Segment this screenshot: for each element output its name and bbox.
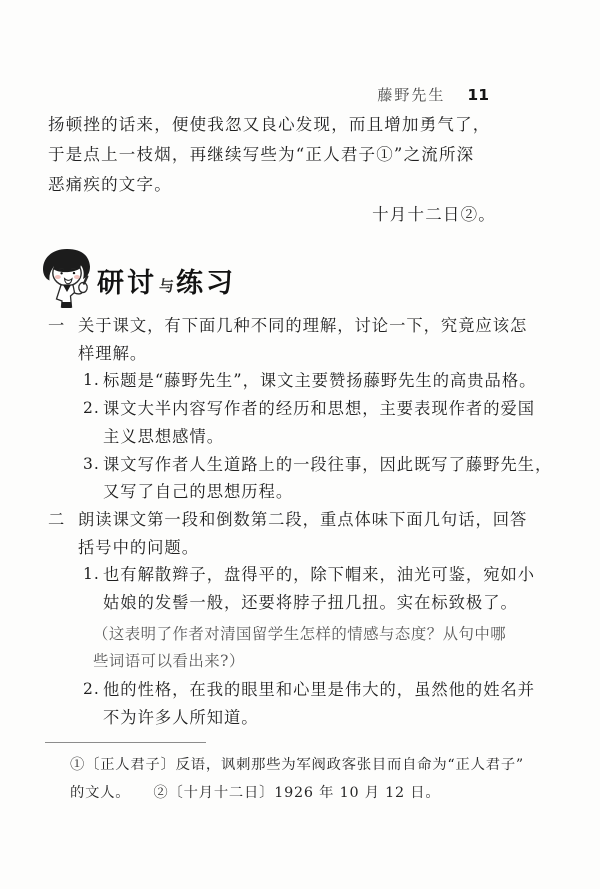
text-line: 朗读课文第一段和倒数第二段，重点体味下面几句话，回答 bbox=[78, 509, 528, 529]
running-title: 藤野先生 bbox=[377, 86, 446, 104]
exercise-text bbox=[78, 506, 564, 561]
pointing-child-icon bbox=[36, 247, 98, 315]
text-line: 标题是“藤野先生”，课文主要赞扬藤野先生的高贵品格。 bbox=[103, 371, 537, 391]
exercise-list bbox=[48, 312, 564, 732]
text-line: （这表明了作者对清国留学生怎样的情感与态度？从句中哪 bbox=[93, 624, 507, 643]
text-line: 也有解散辫子，盘得平的，除下帽来，油光可鉴，宛如小 bbox=[103, 565, 536, 585]
subitem-text bbox=[103, 367, 564, 395]
exercise-number: 二 bbox=[48, 509, 66, 529]
exercise-subitem bbox=[83, 561, 564, 676]
date-line: 十月十二日②。 bbox=[372, 205, 496, 224]
subitem-text bbox=[103, 676, 564, 731]
subitem-number: 2. bbox=[83, 680, 100, 699]
subitem-text bbox=[103, 451, 564, 506]
running-head bbox=[0, 84, 489, 105]
subitem-number: 1. bbox=[83, 565, 100, 584]
subitem-number: 3. bbox=[83, 454, 100, 473]
text-line: ①〔正人君子〕反语，讽刺那些为军阀政客张目而自命为“正人君子” bbox=[70, 757, 525, 773]
text-line: 主义思想感情。 bbox=[103, 426, 224, 446]
subitem-text bbox=[93, 561, 564, 676]
text-line: 他的性格，在我的眼里和心里是伟大的，虽然他的姓名并 bbox=[103, 680, 536, 700]
exercise-subitem bbox=[83, 367, 564, 395]
text-line: 课文大半内容写作者的经历和思想，主要表现作者的爱国 bbox=[103, 399, 536, 419]
exercise-subitem bbox=[83, 451, 564, 506]
footnotes bbox=[70, 752, 560, 807]
text-line: 些词语可以看出来?） bbox=[93, 652, 245, 671]
text-line: 样理解。 bbox=[78, 343, 148, 363]
text-line: 又写了自己的思想历程。 bbox=[103, 482, 294, 502]
exercise-number: 一 bbox=[48, 316, 66, 335]
exercise-item bbox=[48, 506, 564, 561]
footnote-divider bbox=[45, 742, 206, 743]
text-line: 关于课文，有下面几种不同的理解，讨论一下，究竟应该怎 bbox=[78, 316, 528, 335]
exercise-text bbox=[78, 312, 564, 367]
section-title-main: 研讨 bbox=[97, 268, 157, 299]
bracket-question bbox=[93, 621, 564, 676]
section-title-tail: 练习 bbox=[176, 268, 237, 299]
text-line: 不为许多人所知道。 bbox=[103, 707, 259, 727]
exercise-subitem bbox=[83, 395, 564, 450]
lesson-text-paragraph bbox=[48, 110, 562, 200]
subitem-number: 2. bbox=[83, 399, 100, 418]
exercise-item bbox=[48, 312, 564, 367]
text-line: 的文人。 ②〔十月十二日〕1926 年 10 月 12 日。 bbox=[70, 784, 441, 801]
text-line: 括号中的问题。 bbox=[78, 537, 199, 557]
section-title bbox=[97, 261, 236, 300]
text-line: 扬顿挫的话来，便使我忽又良心发现，而且增加勇气了， bbox=[48, 115, 491, 134]
text-line: 于是点上一枝烟，再继续写些为“正人君子①”之流所深 bbox=[48, 145, 475, 164]
text-line: 恶痛疾的文字。 bbox=[48, 175, 172, 194]
text-line: 课文写作者人生道路上的一段往事，因此既写了藤野先生， bbox=[103, 454, 553, 474]
text-line: 姑娘的发髻一般，还要将脖子扭几扭。实在标致极了。 bbox=[103, 593, 518, 613]
subitem-text bbox=[103, 395, 564, 450]
section-title-connector: 与 bbox=[159, 277, 175, 295]
subitem-number: 1. bbox=[83, 371, 100, 390]
page-number: 11 bbox=[467, 86, 489, 104]
exercise-subitem bbox=[83, 676, 564, 731]
